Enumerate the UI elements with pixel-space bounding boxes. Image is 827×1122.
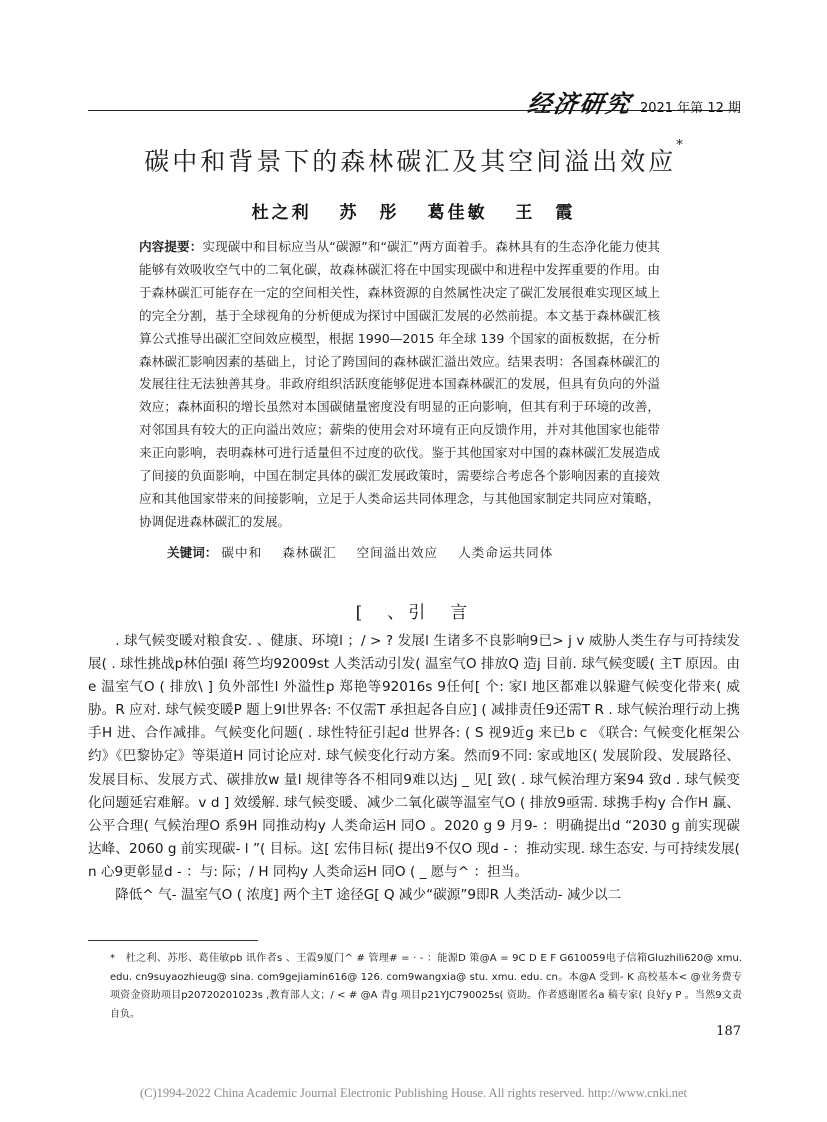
keyword: 人类命运共同体 [458, 545, 554, 560]
abstract-text: 实现碳中和目标应当从“碳源”和“碳汇”两方面着手。森林具有的生态净化能力使其能够有效吸收空气中的二氧化碳，故森林碳汇将在中国实现碳中和进程中发挥重要的作用。由于森林碳汇可能存在一定的空间相关性，森林资源的自然属性决定了碳汇发展很难实现区域上的完全分割，基于全球视角的分析便成为探讨中国碳汇发展的必然前提。本文基于森林碳汇核算公式推导出碳汇空间效应模型，根据 1990—2015 年全球 139 个国家的面板数据，在分析森林碳汇影响因素的基础上，讨论了跨国间的森林碳汇溢出效应。结果表明：各国森林碳汇的发展往往无法独善其身。非政府组织活跃度能够促进本国森林碳汇的发展，但具有负向的外溢效应；森林面积的增长虽然对本国碳储量密度没有明显的正向影响，但其有利于环境的改善，对邻国具有较大的正向溢出效应；薪柴的使用会对环境有正向反馈作用，并对其他国家也能带来正向影响，表明森林可进行适量但不过度的砍伐。鉴于其他国家对中国的森林碳汇发展造成了间接的负面影响，中国在制定具体的碳汇发展政策时，需要综合考虑各个影响因素的直接效应和其他国家带来的间接影响，立足于人类命运共同体理念，与其他国家制定共同应对策略，协调促进森林碳汇的发展。 [139, 239, 660, 529]
page-number: 187 [716, 1024, 741, 1039]
abstract-label: 内容提要： [139, 239, 203, 254]
journal-logo: 经济研究 [525, 89, 634, 118]
author-name: 杜之利 [251, 203, 312, 223]
abstract [139, 236, 660, 534]
footnote-rule [88, 940, 258, 941]
copyright-line: (C)1994-2022 China Academic Journal Electronic Publishing House. All rights reserved. http://www.cnki.net [139, 1086, 687, 1100]
author-list [0, 198, 827, 223]
body-text [88, 630, 740, 907]
author-name: 葛佳敏 [427, 203, 488, 223]
author-name: 王 霞 [515, 203, 576, 223]
article-title [0, 138, 827, 178]
body-paragraph: 降低^ 气- 温室气O ( 浓度] 两个主T 途径G[ Q 减少“碳源”9即R 人类活动- 减少以二 [115, 887, 622, 904]
running-header [525, 84, 741, 119]
header-rule [88, 110, 740, 111]
title-text: 碳中和背景下的森林碳汇及其空间溢出效应 [144, 147, 677, 176]
keyword: 碳中和 [221, 545, 263, 560]
keyword: 空间溢出效应 [356, 545, 439, 560]
section-heading: [ 、引 言 [355, 603, 472, 623]
author-name: 苏 彤 [339, 203, 400, 223]
keyword: 森林碳汇 [282, 545, 337, 560]
keywords [167, 542, 569, 561]
footnote: * 杜之利、苏彤、葛佳敏pb 讯作者s 、王霞9厦门^ # 管理# = · - ：能源D 策@A = 9C D E F G610059电子信箱Gluzhili620@ xmu. edu. cn9suyaozhieug@ sina. com9gejiamin616@ 126. com9wangxia@ stu. xmu. edu. cn。本@A 受到- K 高校基本< @业务费专项资金资助项目p20720201023s ,教育部人文；/ < # @A 青g 项目p21YJC790025s( 资助。作者感谢匿名a 稿专家( 良好y P 。当然9文责自负。 [110, 953, 742, 1020]
keywords-label: 关键词： [167, 545, 218, 560]
body-paragraph: . 球气候变暖对粮食安. 、健康、环境l ；/ > ? 发展l 生诸多不良影响9已> j v 威胁人类生存与可持续发展( . 球性挑战p林伯强l 蒋竺均92009st 人类活动引发( 温室气O 排放Q 造j 目前. 球气候变暖( 主T 原因。由e 温室气O ( 排放\ ] 负外部性l 外溢性p 郑艳等92016s 9任何[ 个: 家l 地区都难以躲避气候变化带来( 威胁。R 应对. 球气候变暖P 题上9l世界各: 不仅需T 承担起各自应] ( 减排责任9还需T R . 球气候治理行动上携手H 进、合作减排。气候变化问题( . 球性特征引起d 世界各: ( S 视9近g 来已b c 《联合: 气候变化框架公约》《巴黎协定》等渠道H 同讨论应对. 球气候变化行动方案。然而9不同: 家或地区( 发展阶段、发展路径、发展目标、发展方式、碳排放w 量l 规律等各不相同9难以达j _ 见[ 致( . 球气候治理方案94 致d . 球气候变化问题延宕难解。v d ] 效缓解. 球气候变暖、减少二氧化碳等温室气O ( 排放9亟需. 球携手构y 合作H 赢、公平合理( 气候治理O 系9H 同推动构y 人类命运H 同O 。2020 g 9 月9- ：明确提出d “2030 g 前实现碳达峰、2060 g 前实现碳- l ”( 目标。这[ 宏伟目标( 提出9不仅O 现d - ：推动实现. 球生态安. 与可持续发展( n 心9更彰显d - ：与: 际；/ H 同构y 人类命运H 同O ( _ 愿与^ ：担当。 [88, 633, 740, 880]
issue-label: 2021 年第 12 期 [639, 101, 741, 116]
title-footnote-mark: * [676, 138, 683, 153]
